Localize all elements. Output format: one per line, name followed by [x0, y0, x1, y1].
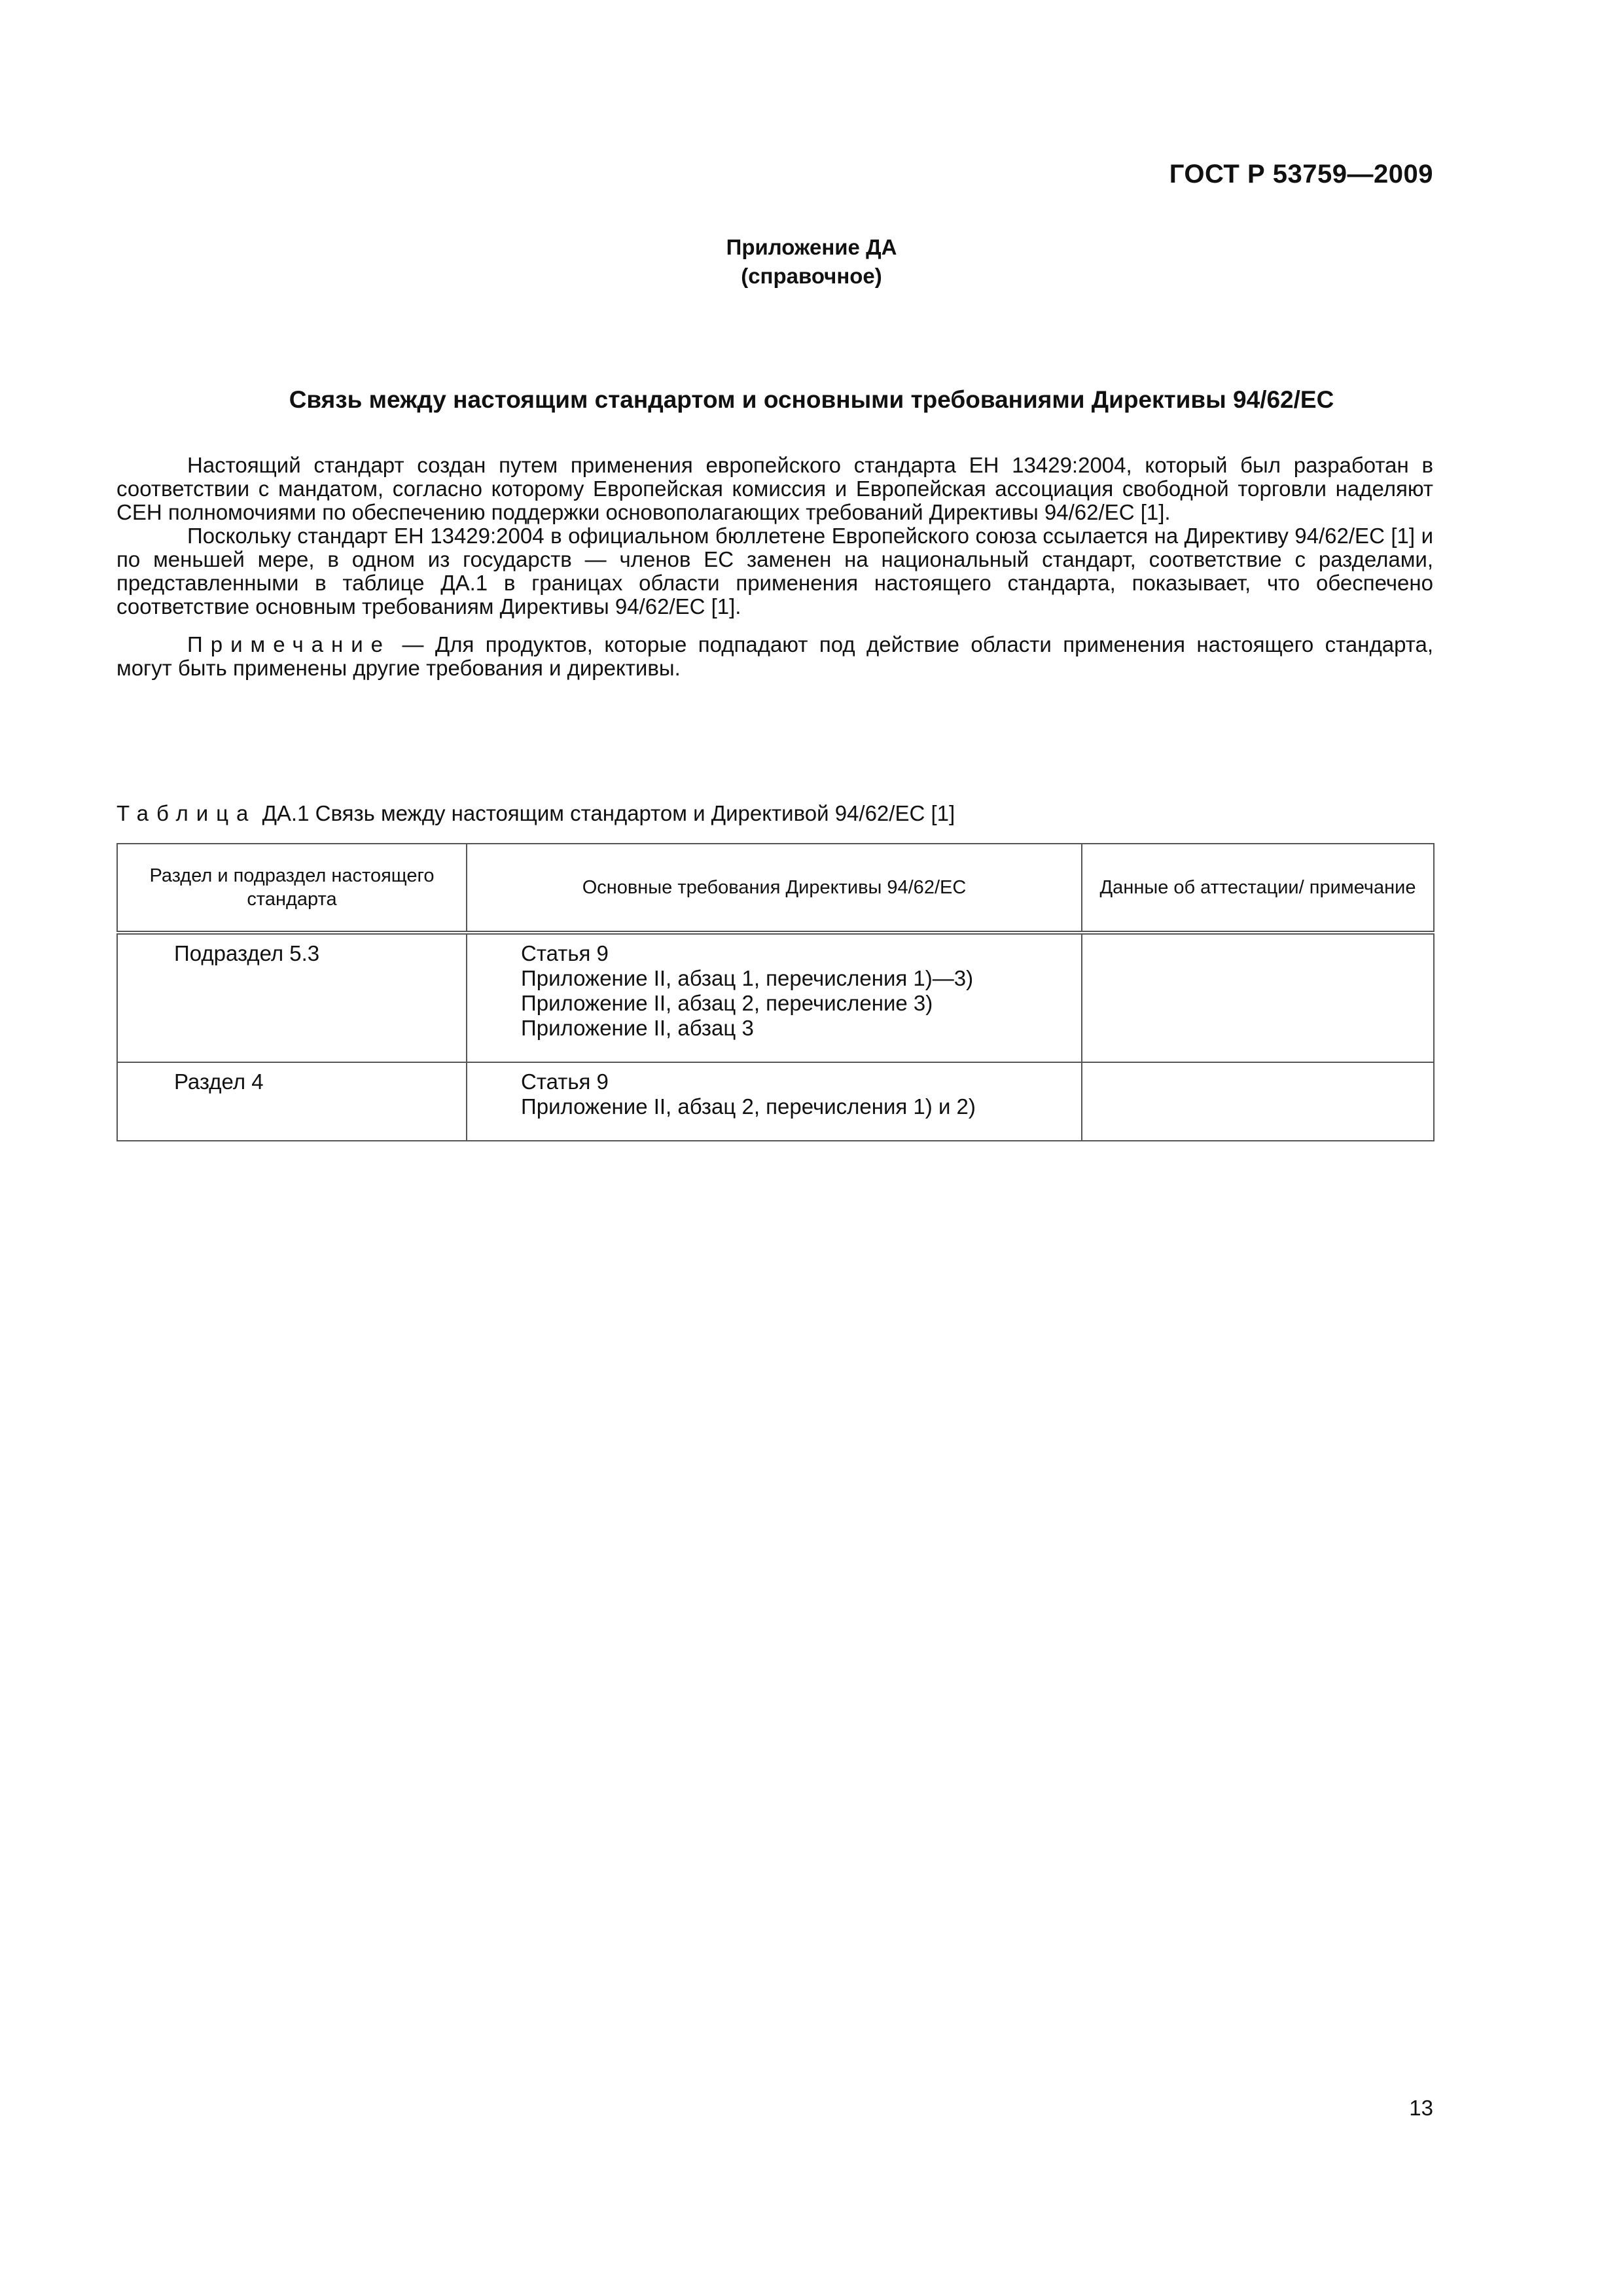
section-title: Связь между настоящим стандартом и основными требованиями Директивы 94/62/ЕС [289, 386, 1334, 413]
page-number: 13 [1409, 2096, 1433, 2120]
paragraph: Настоящий стандарт создан путем применения европейского стандарта ЕН 13429:2004, который был разработан в соответствии с мандатом, согласно которому Европейская комиссия и Европейская ассоциация свободной торговли наделяют СЕН полномочиями по обеспечению поддержки основополагающих требований Директивы 94/62/ЕС [1]. [116, 453, 1433, 524]
note-label: Примечание [187, 632, 391, 656]
requirement-line: Статья 9 [521, 941, 609, 965]
table-row [117, 1062, 1434, 1141]
table-caption-text: ДА.1 Связь между настоящим стандартом и Директивой 94/62/ЕС [1] [262, 801, 955, 825]
requirements-table [116, 843, 1435, 1141]
requirements-cell [467, 933, 1082, 1062]
requirement-line: Приложение II, абзац 1, перечисления 1)—3) [521, 966, 974, 990]
annex-heading [0, 233, 1623, 291]
paragraph: Поскольку стандарт ЕН 13429:2004 в официальном бюллетене Европейского союза ссылается на Директиву 94/62/ЕС [1] и по меньшей мере, в одном из государств — членов ЕС заменен на национальный стандарт, соответствие с разделами, представленными в таблице ДА.1 в границах области применения настоящего стандарта, показывает, что обеспечено соответствие основным требованиям Директивы 94/62/ЕС [1]. [116, 524, 1433, 619]
note-text: — Для продуктов, которые подпадают под действие области применения настоящего стандарта, могут быть применены другие требования и директивы. [116, 632, 1434, 680]
annex-subtitle: (справочное) [741, 264, 882, 288]
section-cell: Раздел 4 [117, 1062, 467, 1141]
requirement-line: Приложение II, абзац 3 [521, 1016, 754, 1040]
table-header-row [117, 844, 1434, 933]
requirement-line: Приложение II, абзац 2, перечисление 3) [521, 991, 933, 1015]
requirements-cell [467, 1062, 1082, 1141]
column-header: Данные об аттестации/ примечание [1082, 844, 1434, 933]
table-row [117, 933, 1434, 1062]
section-cell: Подраздел 5.3 [117, 933, 467, 1062]
table-caption [116, 801, 955, 826]
annex-title: Приложение ДА [726, 235, 897, 259]
document-code: ГОСТ Р 53759—2009 [1169, 160, 1433, 188]
table-caption-label: Таблица [116, 801, 257, 825]
requirement-line: Приложение II, абзац 2, перечисления 1) и 2) [521, 1094, 976, 1119]
column-header: Раздел и подраздел настоящего стандарта [117, 844, 467, 933]
notes-cell [1082, 1062, 1434, 1141]
requirement-line: Статья 9 [521, 1069, 609, 1094]
column-header: Основные требования Директивы 94/62/ЕС [467, 844, 1082, 933]
note-paragraph [116, 633, 1433, 680]
notes-cell [1082, 933, 1434, 1062]
body-text [116, 454, 1433, 680]
